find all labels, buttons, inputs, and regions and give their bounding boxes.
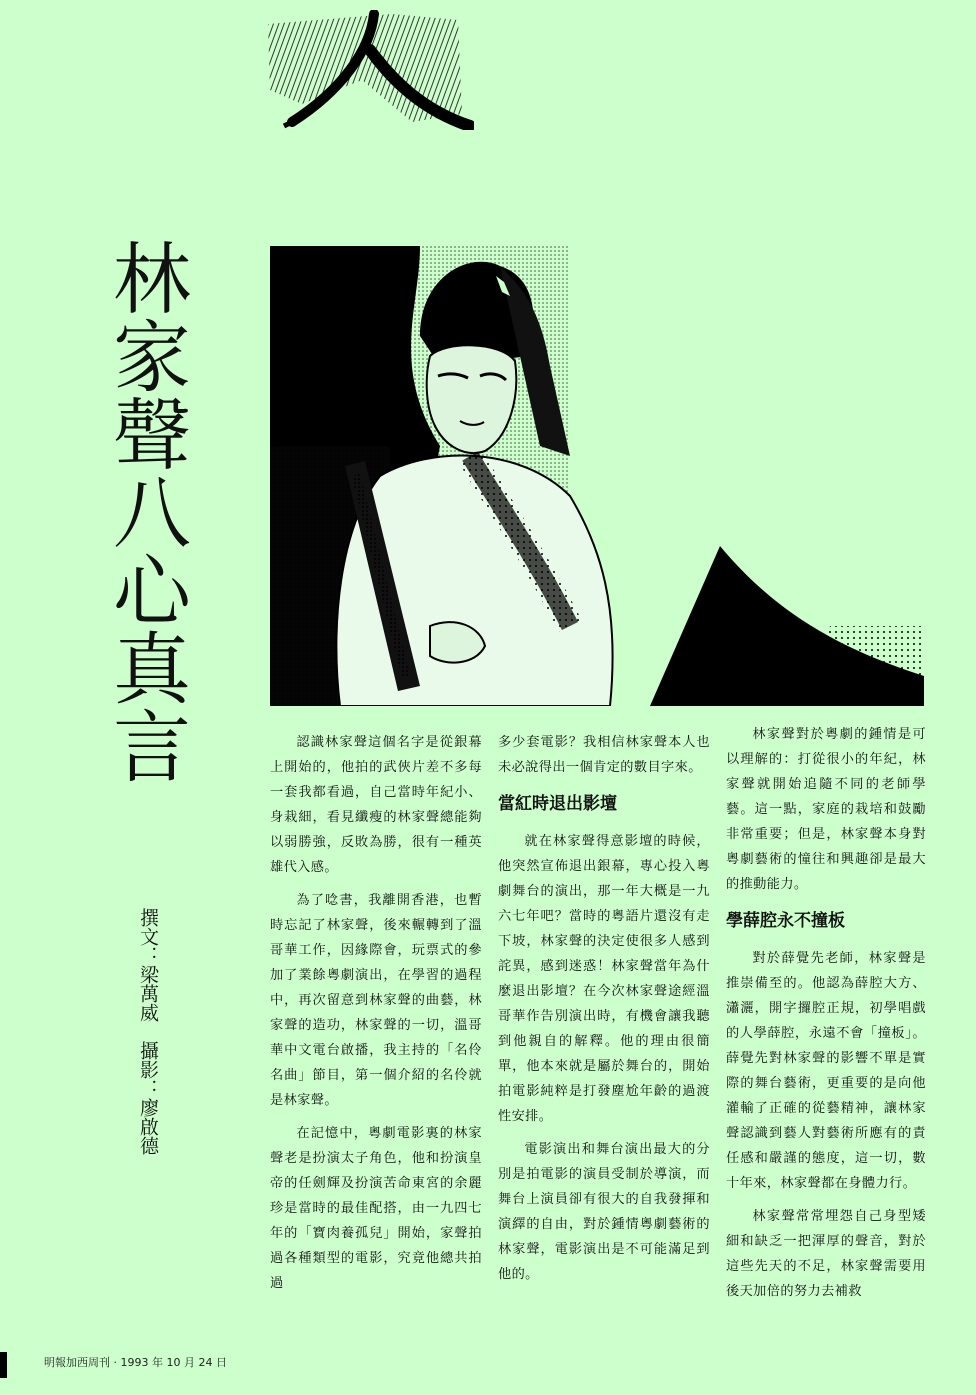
paragraph: 在記憶中，粵劇電影裏的林家聲老是扮演太子角色，他和扮演皇帝的任劍輝及扮演苦命東宮的余麗珍是當時的最佳配搭，由一九四七年的「寶肉養孤兒」開始，家聲拍過各種類型的電影，究竟他總共拍過	[270, 1126, 482, 1291]
paragraph: 對於薛覺先老師，林家聲是推崇備至的。他認為薛腔大方、瀟灑，開字攞腔正規，初學唱戲的人學薛腔，永遠不會「撞板」。薛覺先對林家聲的影響不單是實際的舞台藝術，更重要的是向他灌輸了正確的從藝精神，讓林家聲認識到藝人對藝術所應有的責任感和嚴謹的態度，這一切，數十年來，林家聲都在身體力行。	[726, 951, 926, 1191]
section-heading: 學薛腔永不撞板	[726, 911, 845, 931]
page-title: 林家聲八心真言	[100, 238, 190, 784]
photographer-credit: 攝影：廖啟德	[137, 1041, 159, 1155]
byline	[131, 908, 163, 1155]
paragraph: 林家聲對於粵劇的鍾情是可以理解的：打從很小的年紀，林家聲就開始追隨不同的老師學藝。這一點，家庭的栽培和鼓勵非常重要；但是，林家聲本身對粵劇藝術的憧往和興趣卻是最大的推動能力。	[726, 727, 926, 892]
article-column-1	[270, 730, 482, 1304]
article-column-2	[498, 730, 710, 1295]
article-column-3	[726, 722, 926, 1312]
paragraph: 為了唸書，我離開香港，也暫時忘記了林家聲，後來輾轉到了溫哥華工作，因緣際會，玩票式的參加了業餘粵劇演出，在學習的過程中，再次留意到林家聲的曲藝，林家聲的造功，林家聲的一切，溫哥華中文電台啟播，我主持的「名伶名曲」節目，第一個介紹的名伶就是林家聲。	[270, 893, 482, 1108]
paragraph: 林家聲常常埋怨自己身型矮細和缺乏一把渾厚的聲音，對於這些先天的不足，林家聲需要用後天加倍的努力去補救	[726, 1209, 926, 1299]
page-edge-mark	[0, 1352, 7, 1378]
paragraph: 認識林家聲這個名字是從銀幕上開始的，他拍的武俠片差不多每一套我都看過，自己當時年紀小、身栽細，看見纖瘦的林家聲總能夠以弱勝強，反敗為勝，很有一種英雄代入感。	[270, 735, 482, 875]
paragraph: 就在林家聲得意影壇的時候，他突然宣佈退出銀幕，專心投入粵劇舞台的演出，那一年大概是一九六七年吧？當時的粵語片還沒有走下坡，林家聲的決定使很多人感到詫異，感到迷惑！林家聲當年為什麼退出影壇？在今次林家聲途經溫哥華作告別演出時，有機會讓我聽到他親自的解釋。他的理由很簡單，他本來就是屬於舞台的，開始拍電影純粹是打發塵尬年齡的過渡性安排。	[498, 834, 710, 1124]
author-credit: 撰文：梁萬威	[137, 908, 159, 1022]
ren-logo-icon	[262, 10, 474, 130]
section-heading: 當紅時退出影壇	[498, 794, 617, 814]
cantonese-opera-actor-photo	[270, 246, 924, 706]
paragraph-continued: 多少套電影？我相信林家聲本人也未必說得出一個肯定的數目字來。	[498, 735, 710, 775]
footer-publication-date: 明報加西周刊 · 1993 年 10 月 24 日	[44, 1356, 227, 1369]
paragraph: 電影演出和舞台演出最大的分別是拍電影的演員受制於導演，而舞台上演員卻有很大的自我發揮和演繹的自由，對於鍾情粵劇藝術的林家聲，電影演出是不可能滿足到他的。	[498, 1142, 710, 1282]
